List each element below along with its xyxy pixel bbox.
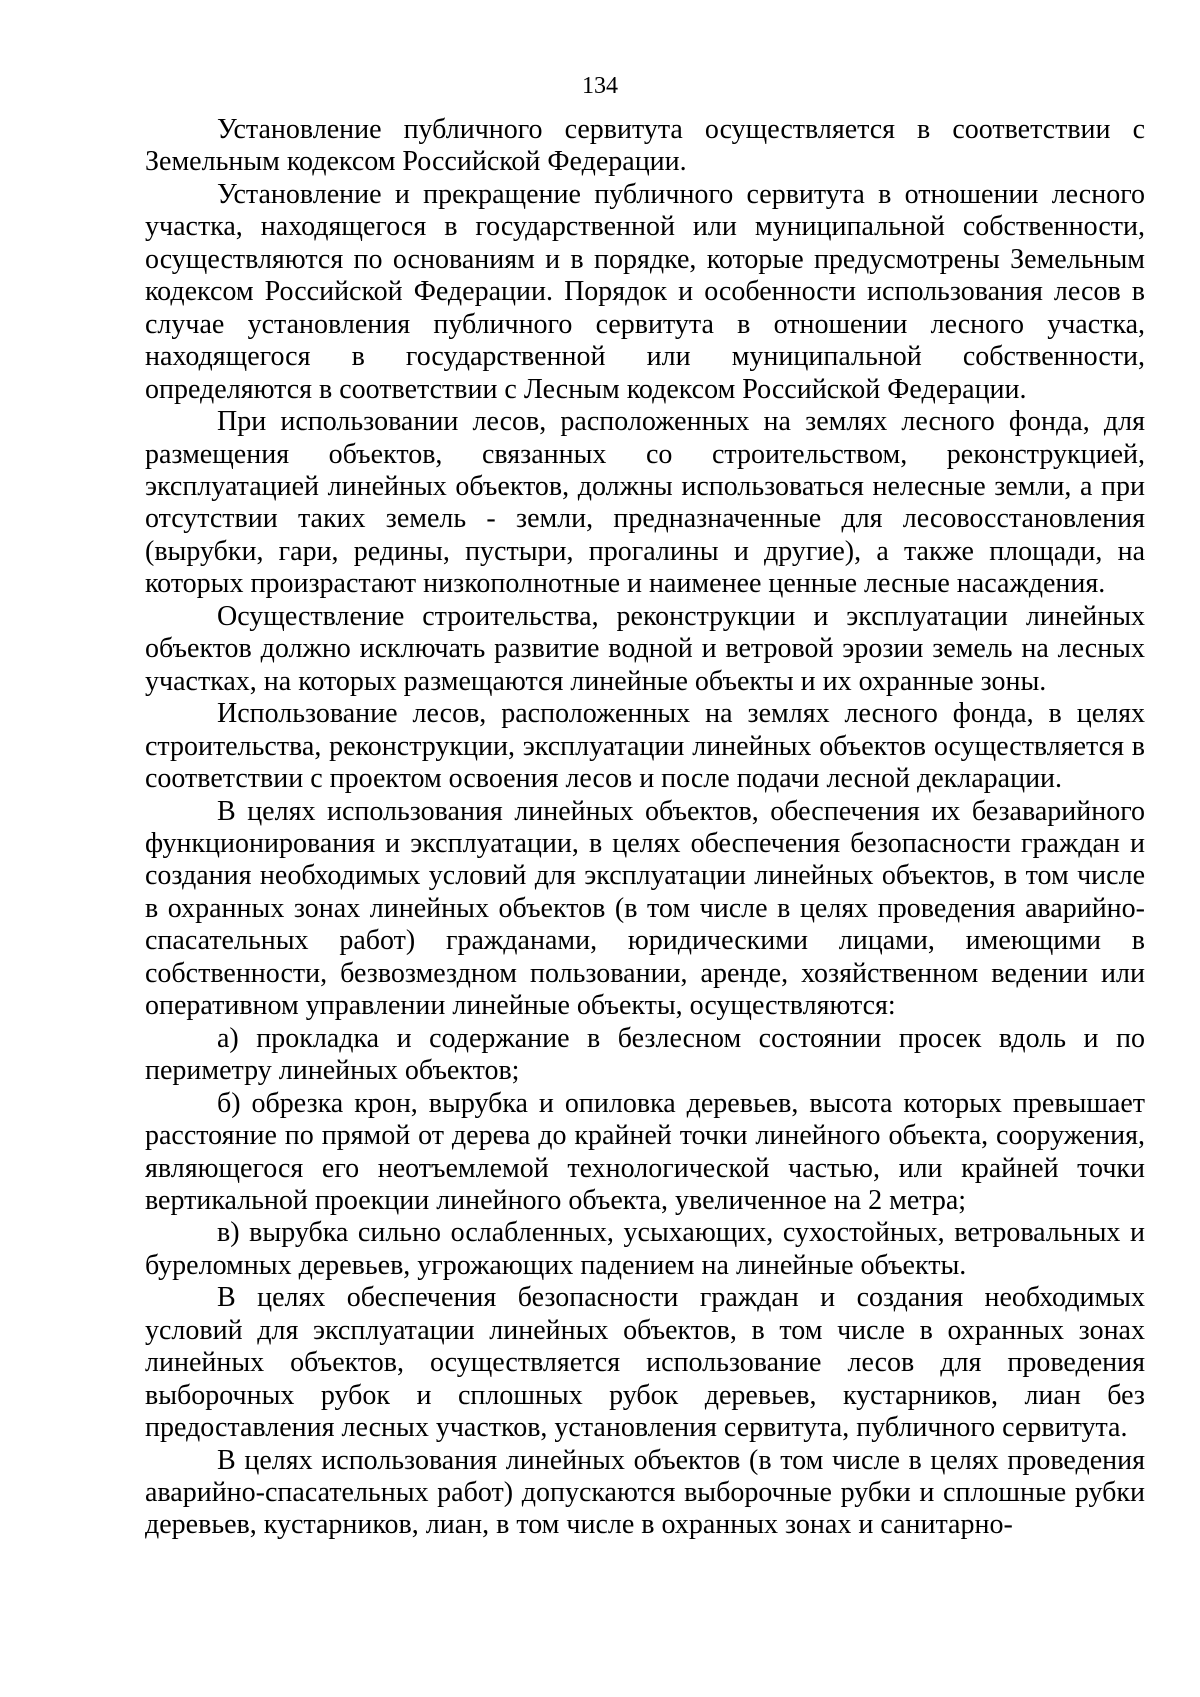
list-item-a: а) прокладка и содержание в безлесном состоянии просек вдоль и по периметру линейных объектов; — [145, 1022, 1145, 1087]
paragraph: Осуществление строительства, реконструкции и эксплуатации линейных объектов должно исключать развитие водной и ветровой эрозии земель на лесных участках, на которых размещаются линейные объекты и их охранные зоны. — [145, 600, 1145, 697]
paragraph: Использование лесов, расположенных на землях лесного фонда, в целях строительства, реконструкции, эксплуатации линейных объектов осуществляется в соответствии с проектом освоения лесов и после подачи лесной декларации. — [145, 698, 1145, 795]
paragraph: В целях использования линейных объектов (в том числе в целях проведения аварийно-спасательных работ) допускаются выборочные рубки и сплошные рубки деревьев, кустарников, лиан, в том числе в охранных зонах и санитарно- — [145, 1444, 1145, 1541]
paragraph: В целях обеспечения безопасности граждан и создания необходимых условий для эксплуатации линейных объектов, в том числе в охранных зонах линейных объектов, осуществляется использование лесов для проведения выборочных рубок и сплошных рубок деревьев, кустарников, лиан без предоставления лесных участков, установления сервитута, публичного сервитута. — [145, 1282, 1145, 1444]
paragraph: Установление публичного сервитута осуществляется в соответствии с Земельным кодексом Российской Федерации. — [145, 114, 1145, 178]
list-item-b: б) обрезка крон, вырубка и опиловка деревьев, высота которых превышает расстояние по прямой от дерева до крайней точки линейного объекта, сооружения, являющегося его неотъемлемой технологической частью, или крайней точки вертикальной проекции линейного объекта, увеличенное на 2 метра; — [145, 1087, 1145, 1216]
paragraph: При использовании лесов, расположенных на землях лесного фонда, для размещения объектов, связанных со строительством, реконструкцией, эксплуатацией линейных объектов, должны использоваться нелесные земли, а при отсутствии таких земель - земли, предназначенные для лесовосстановления (вырубки, гари, редины, пустыри, прогалины и другие), а также площади, на которых произрастают низкополнотные и наименее ценные лесные насаждения. — [145, 406, 1145, 600]
paragraph: Установление и прекращение публичного сервитута в отношении лесного участка, находящегося в государственной или муниципальной собственности, осуществляются по основаниям и в порядке, которые предусмотрены Земельным кодексом Российской Федерации. Порядок и особенности использования лесов в случае установления публичного сервитута в отношении лесного участка, находящегося в государственной или муниципальной собственности, определяются в соответствии с Лесным кодексом Российской Федерации. — [145, 178, 1145, 405]
paragraph: В целях использования линейных объектов, обеспечения их безаварийного функционирования и эксплуатации, в целях обеспечения безопасности граждан и создания необходимых условий для эксплуатации линейных объектов, в том числе в охранных зонах линейных объектов (в том числе в целях проведения аварийно-спасательных работ) гражданами, юридическими лицами, имеющими в собственности, безвозмездном пользовании, аренде, хозяйственном ведении или оперативном управлении линейные объекты, осуществляются: — [145, 795, 1145, 1022]
list-item-v: в) вырубка сильно ослабленных, усыхающих, сухостойных, ветровальных и буреломных деревьев, угрожающих падением на линейные объекты. — [145, 1217, 1145, 1281]
page-number: 134 — [582, 73, 618, 99]
document-body — [145, 114, 1145, 1542]
